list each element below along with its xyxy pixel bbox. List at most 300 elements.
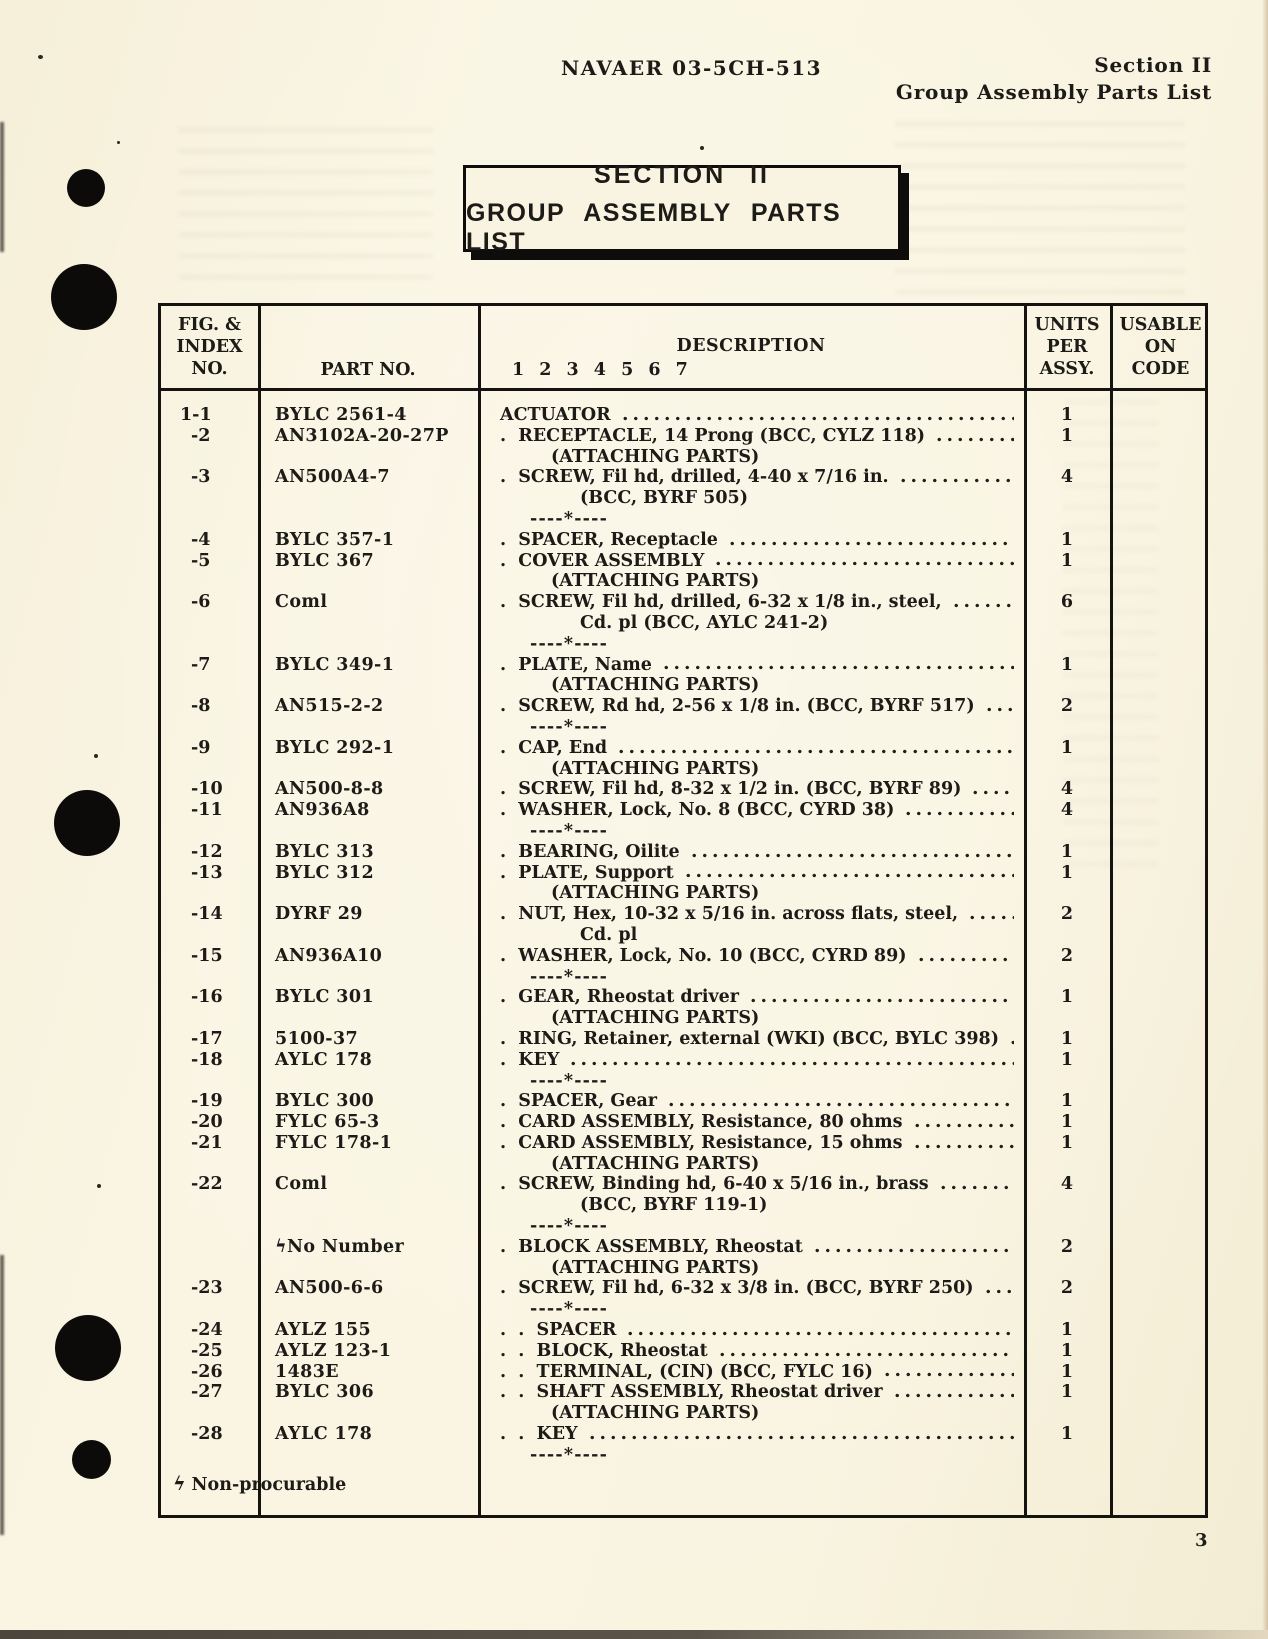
scan-edge	[0, 122, 4, 252]
description-text: ----*----	[530, 1299, 609, 1320]
fig-index-cell: -22	[191, 1174, 223, 1195]
table-row	[161, 1278, 1205, 1299]
description-cell	[478, 925, 1024, 946]
scan-edge	[0, 1255, 4, 1535]
part-no-cell: AYLZ 155	[275, 1320, 372, 1341]
part-no-cell: Coml	[275, 1174, 328, 1195]
description-cell	[478, 738, 1024, 759]
scan-edge	[0, 1630, 1268, 1639]
dot-leader	[727, 541, 1014, 546]
description-text: . SPACER, Receptacle	[500, 529, 718, 550]
units-per-assy-cell: 1	[1060, 737, 1074, 758]
column-header-description	[478, 306, 1024, 388]
description-text: Cd. pl	[580, 924, 638, 945]
description-cell	[478, 842, 1024, 863]
dot-leader	[898, 478, 1014, 483]
table-row	[161, 1154, 1205, 1175]
part-no-cell: BYLC 300	[275, 1091, 375, 1112]
part-no-cell: BYLC 312	[275, 862, 375, 883]
table-row	[161, 1174, 1205, 1195]
description-cell	[478, 530, 1024, 551]
units-per-assy-cell: 2	[1060, 945, 1074, 966]
column-header-units-per-assy	[1024, 306, 1110, 388]
header-line: PART NO.	[320, 360, 416, 380]
description-text: . CAP, End	[500, 737, 608, 758]
part-no-cell: BYLC 292-1	[275, 737, 395, 758]
description-cell	[478, 1278, 1024, 1299]
part-no-cell: AYLC 178	[275, 1424, 373, 1445]
description-text: ----*----	[530, 716, 609, 737]
ink-speck	[94, 754, 98, 758]
description-text: . BEARING, Oilite	[500, 841, 680, 862]
part-no-cell: AYLC 178	[275, 1049, 373, 1070]
table-row	[161, 987, 1205, 1008]
fig-index-cell: -18	[191, 1049, 223, 1070]
description-cell	[478, 613, 1024, 634]
dot-leader	[587, 1435, 1014, 1440]
table-row	[161, 1320, 1205, 1341]
description-cell	[478, 800, 1024, 821]
description-cell	[478, 634, 1024, 655]
table-row	[161, 800, 1205, 821]
part-no-cell: 1483E	[275, 1361, 340, 1382]
fig-index-cell: -6	[191, 592, 211, 613]
table-row	[161, 696, 1205, 717]
description-text: Cd. pl (BCC, AYLC 241-2)	[580, 612, 829, 633]
ink-speck	[97, 1184, 101, 1188]
description-cell	[478, 696, 1024, 717]
description-cell	[478, 488, 1024, 509]
table-row	[161, 655, 1205, 676]
part-no-cell: BYLC 367	[275, 550, 375, 571]
description-cell	[478, 571, 1024, 592]
description-text: . CARD ASSEMBLY, Resistance, 80 ohms	[500, 1112, 903, 1133]
description-cell	[478, 1445, 1024, 1466]
dot-leader	[748, 998, 1014, 1003]
description-cell	[478, 1195, 1024, 1216]
fig-index-cell: -7	[191, 654, 211, 675]
dot-leader	[951, 603, 1014, 608]
table-row	[161, 1424, 1205, 1445]
part-no-cell: BYLC 301	[275, 987, 375, 1008]
table-row	[161, 863, 1205, 884]
description-cell	[478, 1341, 1024, 1362]
table-row	[161, 738, 1205, 759]
description-text: . GEAR, Rheostat driver	[500, 987, 740, 1008]
group-assembly-parts-table	[158, 303, 1208, 1518]
description-text: (BCC, BYRF 119-1)	[580, 1195, 768, 1216]
table-row	[161, 883, 1205, 904]
part-no-cell: AN515-2-2	[275, 696, 384, 717]
description-cell	[478, 967, 1024, 988]
part-no-cell: ϟNo Number	[275, 1236, 405, 1257]
description-text: . . KEY	[500, 1424, 578, 1445]
description-text: . WASHER, Lock, No. 10 (BCC, CYRD 89)	[500, 945, 907, 966]
table-row	[161, 1050, 1205, 1071]
description-cell	[478, 426, 1024, 447]
fig-index-cell: -21	[191, 1132, 223, 1153]
description-cell	[478, 1258, 1024, 1279]
part-no-cell: BYLC 306	[275, 1382, 375, 1403]
dot-leader	[903, 811, 1014, 816]
header-line: INDEX	[176, 337, 243, 357]
description-text: ----*----	[530, 1216, 609, 1237]
part-no-cell: BYLC 2561-4	[275, 405, 407, 425]
description-cell	[478, 1071, 1024, 1092]
description-cell	[478, 675, 1024, 696]
description-text: . SCREW, Binding hd, 6-40 x 5/16 in., brass	[500, 1174, 929, 1195]
bleed-through-smudge	[895, 122, 1185, 300]
description-cell	[478, 1403, 1024, 1424]
description-text: (ATTACHING PARTS)	[551, 571, 760, 592]
description-text: ----*----	[530, 820, 609, 841]
fig-index-cell: -20	[191, 1112, 223, 1133]
description-text: . RING, Retainer, external (WKI) (BCC, BYLC 398)	[500, 1028, 999, 1049]
fig-index-cell: -5	[191, 550, 211, 571]
part-no-cell: AN500-6-6	[275, 1278, 384, 1299]
description-cell	[478, 1029, 1024, 1050]
description-text: ----*----	[530, 633, 609, 654]
running-header-right	[896, 52, 1212, 106]
page-number: 3	[1195, 1530, 1208, 1551]
table-header	[161, 306, 1205, 391]
header-line: PER	[1046, 337, 1088, 357]
part-no-cell: FYLC 65-3	[275, 1112, 380, 1133]
section-subtitle: GROUP ASSEMBLY PARTS LIST	[466, 198, 842, 256]
table-row	[161, 717, 1205, 738]
description-cell	[478, 1320, 1024, 1341]
header-line: USABLE	[1119, 315, 1202, 335]
units-per-assy-cell: 1	[1060, 1424, 1074, 1445]
description-text: (ATTACHING PARTS)	[551, 1008, 760, 1029]
dot-leader	[616, 749, 1014, 754]
description-cell	[478, 946, 1024, 967]
dot-leader	[912, 1144, 1014, 1149]
fig-index-cell: -23	[191, 1278, 223, 1299]
description-cell	[478, 759, 1024, 780]
table-row	[161, 1071, 1205, 1092]
description-cell	[478, 987, 1024, 1008]
description-cell	[478, 447, 1024, 468]
fig-index-cell: 1-1	[180, 405, 212, 425]
part-no-cell: BYLC 349-1	[275, 654, 395, 675]
header-line: CODE	[1131, 359, 1190, 379]
table-row	[161, 1216, 1205, 1237]
units-per-assy-cell: 1	[1060, 405, 1074, 425]
table-row	[161, 1362, 1205, 1383]
units-per-assy-cell: 1	[1060, 987, 1074, 1008]
table-row	[161, 675, 1205, 696]
ink-speck	[117, 141, 120, 144]
description-cell	[478, 405, 1024, 426]
description-text: ----*----	[530, 1070, 609, 1091]
description-cell	[478, 1154, 1024, 1175]
part-no-cell: Coml	[275, 592, 328, 613]
fig-index-cell: -28	[191, 1424, 223, 1445]
dot-leader	[1008, 1040, 1014, 1045]
description-text: . SCREW, Fil hd, 6-32 x 3/8 in. (BCC, BYRF 250)	[500, 1278, 974, 1299]
units-per-assy-cell: 1	[1060, 550, 1074, 571]
description-text: . . TERMINAL, (CIN) (BCC, FYLC 16)	[500, 1361, 873, 1382]
units-per-assy-cell: 1	[1060, 1382, 1074, 1403]
table-row	[161, 1008, 1205, 1029]
column-header-usable-on-code	[1110, 306, 1211, 388]
description-text: ----*----	[530, 1444, 609, 1465]
part-no-cell: AN500A4-7	[275, 467, 390, 488]
units-per-assy-cell: 1	[1060, 1028, 1074, 1049]
description-text: . SCREW, Fil hd, drilled, 6-32 x 1/8 in., steel,	[500, 592, 942, 613]
units-per-assy-cell: 1	[1060, 1132, 1074, 1153]
fig-index-cell: -2	[191, 425, 211, 446]
fig-index-cell: -11	[191, 800, 223, 821]
header-line: ASSY.	[1039, 359, 1095, 379]
description-text: (ATTACHING PARTS)	[551, 883, 760, 904]
ink-speck	[38, 55, 43, 59]
dot-leader	[683, 873, 1014, 878]
description-cell	[478, 821, 1024, 842]
dot-leader	[916, 957, 1014, 962]
table-row	[161, 1029, 1205, 1050]
description-cell	[478, 1424, 1024, 1445]
section-title: SECTION II	[594, 160, 770, 189]
description-cell	[478, 1382, 1024, 1403]
fig-index-cell: -8	[191, 696, 211, 717]
header-line: NO.	[191, 359, 228, 379]
description-cell	[478, 904, 1024, 925]
table-row	[161, 1133, 1205, 1154]
part-no-cell: AN500-8-8	[275, 779, 384, 800]
description-cell	[478, 717, 1024, 738]
dot-leader	[983, 1289, 1014, 1294]
dot-leader	[666, 1102, 1014, 1107]
units-per-assy-cell: 1	[1060, 1112, 1074, 1133]
description-text: ----*----	[530, 966, 609, 987]
table-row	[161, 551, 1205, 572]
description-text: (ATTACHING PARTS)	[551, 1153, 760, 1174]
table-row	[161, 613, 1205, 634]
non-procurable-footnote	[173, 1473, 346, 1495]
units-per-assy-cell: 1	[1060, 425, 1074, 446]
description-text: . . SHAFT ASSEMBLY, Rheostat driver	[500, 1382, 883, 1403]
indent-level-scale: 1 2 3 4 5 6 7	[512, 360, 688, 380]
dot-leader	[661, 665, 1014, 670]
units-per-assy-cell: 4	[1060, 800, 1074, 821]
running-header-subtitle: Group Assembly Parts List	[895, 80, 1212, 104]
description-text: . SCREW, Rd hd, 2-56 x 1/8 in. (BCC, BYRF 517)	[500, 696, 975, 717]
table-row	[161, 925, 1205, 946]
units-per-assy-cell: 4	[1060, 467, 1074, 488]
description-cell	[478, 551, 1024, 572]
table-row	[161, 1341, 1205, 1362]
units-per-assy-cell: 1	[1060, 1091, 1074, 1112]
description-cell	[478, 1008, 1024, 1029]
part-no-cell: 5100-37	[275, 1028, 359, 1049]
units-per-assy-cell: 4	[1060, 1174, 1074, 1195]
description-text: (ATTACHING PARTS)	[551, 446, 760, 467]
description-text: . CARD ASSEMBLY, Resistance, 15 ohms	[500, 1132, 903, 1153]
description-text: . PLATE, Name	[500, 654, 652, 675]
dot-leader	[689, 853, 1014, 858]
dot-leader	[882, 1372, 1014, 1377]
punch-hole	[67, 169, 105, 207]
table-row	[161, 1091, 1205, 1112]
table-row	[161, 467, 1205, 488]
units-per-assy-cell: 1	[1060, 529, 1074, 550]
fig-index-cell: -14	[191, 904, 223, 925]
table-row	[161, 967, 1205, 988]
units-per-assy-cell: 2	[1060, 1278, 1074, 1299]
description-cell	[478, 1237, 1024, 1258]
scan-edge	[1262, 0, 1268, 1639]
units-per-assy-cell: 2	[1060, 904, 1074, 925]
units-per-assy-cell: 2	[1060, 696, 1074, 717]
fig-index-cell: -19	[191, 1091, 223, 1112]
description-text: . BLOCK ASSEMBLY, Rheostat	[500, 1236, 803, 1257]
units-per-assy-cell: 1	[1060, 1340, 1074, 1361]
part-no-cell: AN936A8	[275, 800, 370, 821]
header-line: ON	[1144, 337, 1177, 357]
dot-leader	[812, 1248, 1014, 1253]
table-row	[161, 447, 1205, 468]
dot-leader	[912, 1123, 1014, 1128]
description-cell	[478, 1216, 1024, 1237]
footnote-label: Non-procurable	[191, 1475, 347, 1495]
description-cell	[478, 592, 1024, 613]
table-row	[161, 946, 1205, 967]
description-text: (ATTACHING PARTS)	[551, 758, 760, 779]
units-per-assy-cell: 1	[1060, 1320, 1074, 1341]
punch-hole	[51, 264, 117, 330]
description-text: (ATTACHING PARTS)	[551, 1403, 760, 1424]
units-per-assy-cell: 1	[1060, 862, 1074, 883]
description-cell	[478, 863, 1024, 884]
fig-index-cell: -10	[191, 779, 223, 800]
part-no-cell: BYLC 357-1	[275, 529, 395, 550]
description-text: . . SPACER	[500, 1320, 617, 1341]
dot-leader	[970, 790, 1014, 795]
description-cell	[478, 509, 1024, 530]
table-row	[161, 634, 1205, 655]
description-text: . PLATE, Support	[500, 862, 674, 883]
table-row	[161, 571, 1205, 592]
fig-index-cell: -15	[191, 945, 223, 966]
units-per-assy-cell: 1	[1060, 654, 1074, 675]
table-row	[161, 1112, 1205, 1133]
table-body	[161, 391, 1205, 1466]
fig-index-cell: -3	[191, 467, 211, 488]
fig-index-cell: -4	[191, 529, 211, 550]
description-text: . . BLOCK, Rheostat	[500, 1340, 708, 1361]
table-row	[161, 1195, 1205, 1216]
section-title-box	[463, 160, 901, 256]
fig-index-cell: -25	[191, 1340, 223, 1361]
dot-leader	[934, 437, 1014, 442]
table-row	[161, 1258, 1205, 1279]
table-row	[161, 426, 1205, 447]
header-line: DESCRIPTION	[676, 336, 826, 356]
description-text: (ATTACHING PARTS)	[551, 675, 760, 696]
table-row	[161, 1237, 1205, 1258]
description-text: ACTUATOR	[500, 405, 611, 425]
dot-leader	[713, 561, 1014, 566]
description-text: . WASHER, Lock, No. 8 (BCC, CYRD 38)	[500, 800, 895, 821]
description-cell	[478, 779, 1024, 800]
ink-speck	[700, 146, 704, 150]
description-text: . KEY	[500, 1049, 560, 1070]
dot-leader	[938, 1185, 1014, 1190]
table-row	[161, 509, 1205, 530]
punch-hole	[54, 790, 120, 856]
fig-index-cell: -27	[191, 1382, 223, 1403]
fig-index-cell: -24	[191, 1320, 223, 1341]
description-cell	[478, 1174, 1024, 1195]
part-no-cell: DYRF 29	[275, 904, 363, 925]
column-header-fig-index	[161, 306, 258, 388]
column-header-part-no	[258, 306, 478, 388]
description-cell	[478, 883, 1024, 904]
description-text: . SPACER, Gear	[500, 1091, 658, 1112]
fig-index-cell: -13	[191, 862, 223, 883]
dot-leader	[892, 1393, 1014, 1398]
description-cell	[478, 1362, 1024, 1383]
header-line: UNITS	[1034, 315, 1100, 335]
units-per-assy-cell: 6	[1060, 592, 1074, 613]
units-per-assy-cell: 1	[1060, 1049, 1074, 1070]
description-cell	[478, 1299, 1024, 1320]
description-text: . SCREW, Fil hd, 8-32 x 1/2 in. (BCC, BYRF 89)	[500, 779, 962, 800]
table-row	[161, 592, 1205, 613]
part-no-cell: BYLC 313	[275, 841, 375, 862]
dot-leader	[620, 416, 1014, 421]
description-text: . COVER ASSEMBLY	[500, 550, 705, 571]
table-row	[161, 779, 1205, 800]
table-row	[161, 821, 1205, 842]
running-header-section: Section II	[1094, 53, 1212, 77]
description-text: ----*----	[530, 508, 609, 529]
table-row	[161, 1299, 1205, 1320]
description-text: (BCC, BYRF 505)	[580, 488, 748, 509]
units-per-assy-cell: 1	[1060, 1361, 1074, 1382]
description-cell	[478, 655, 1024, 676]
fig-index-cell: -16	[191, 987, 223, 1008]
table-row	[161, 530, 1205, 551]
table-row	[161, 405, 1205, 426]
non-procurable-symbol: ϟ	[173, 1473, 186, 1495]
dot-leader	[568, 1061, 1014, 1066]
fig-index-cell: -26	[191, 1361, 223, 1382]
dot-leader	[967, 915, 1014, 920]
dot-leader	[717, 1352, 1014, 1357]
fig-index-cell: -9	[191, 737, 211, 758]
units-per-assy-cell: 4	[1060, 779, 1074, 800]
part-no-cell: AN3102A-20-27P	[275, 425, 449, 446]
units-per-assy-cell: 1	[1060, 841, 1074, 862]
table-row	[161, 1403, 1205, 1424]
table-row	[161, 488, 1205, 509]
punch-hole	[72, 1440, 111, 1479]
description-cell	[478, 1050, 1024, 1071]
fig-index-cell: -12	[191, 841, 223, 862]
description-cell	[478, 1091, 1024, 1112]
description-text: (ATTACHING PARTS)	[551, 1257, 760, 1278]
units-per-assy-cell: 2	[1060, 1236, 1074, 1257]
part-no-cell: AN936A10	[275, 945, 383, 966]
punch-hole	[55, 1315, 121, 1381]
description-text: . NUT, Hex, 10-32 x 5/16 in. across flats, steel,	[500, 904, 959, 925]
description-cell	[478, 467, 1024, 488]
part-no-cell: FYLC 178-1	[275, 1132, 393, 1153]
description-cell	[478, 1112, 1024, 1133]
